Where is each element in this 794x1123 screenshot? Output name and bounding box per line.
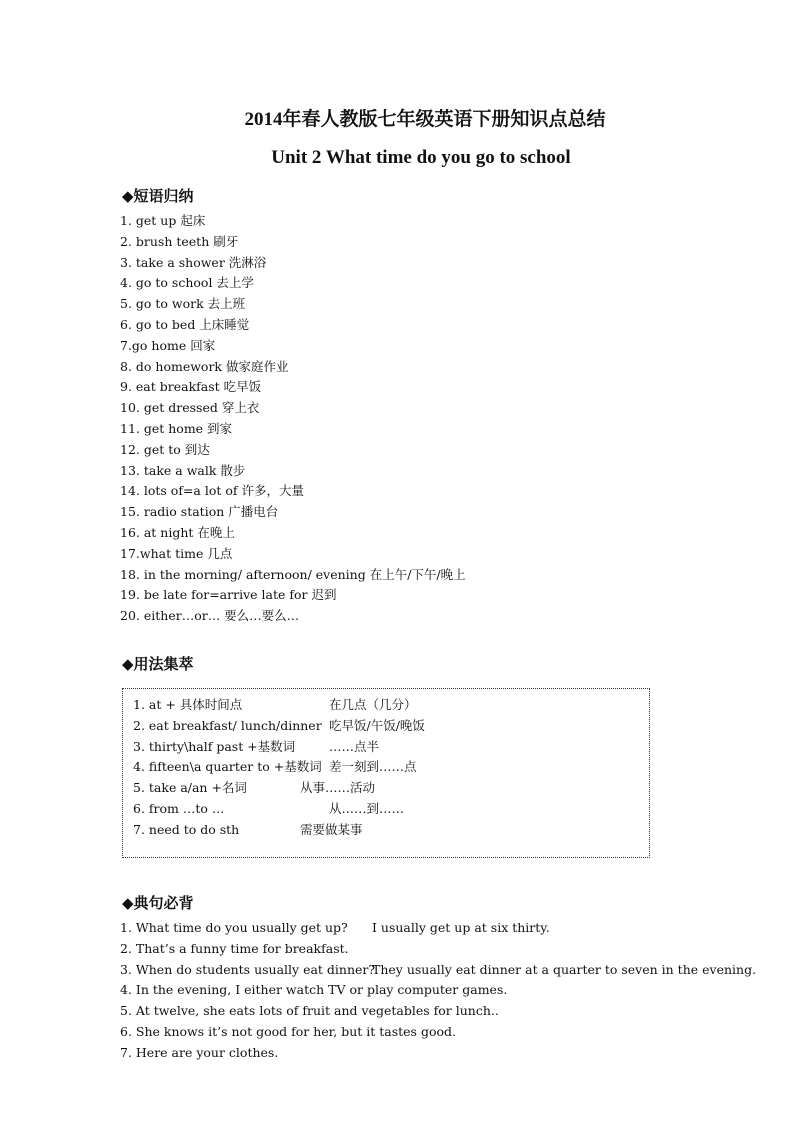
usage-item [133,737,380,758]
phrase-item: 6. go to bed 上床睡觉 [120,316,250,332]
sentence-item [120,960,757,981]
phrase-item: 13. take a walk 散步 [120,462,246,478]
sentence-item [120,1022,456,1043]
sentence-answer: They usually eat dinner at a quarter to seven in the evening. [372,962,757,977]
usage-cn: ……点半 [329,739,380,754]
unit-title: Unit 2 What time do you go to school [271,147,571,168]
usage-cn: 差一刻到……点 [329,759,417,774]
sentences-heading: ◆典句必背 [122,894,194,912]
phrase-item: 7.go home 回家 [120,337,216,353]
sentence-item [120,1001,499,1022]
phrase-item: 18. in the morning/ afternoon/ evening 在上午/下午/晚上 [120,566,466,582]
phrase-item: 14. lots of=a lot of 许多，大量 [120,483,304,499]
usage-cn: 从事……活动 [300,780,376,795]
sentence-item [120,918,550,939]
phrase-item: 4. go to school 去上学 [120,275,254,291]
phrase-item: 9. eat breakfast 吃早饭 [120,379,262,395]
usage-item [133,820,363,841]
phrase-item: 10. get dressed 穿上衣 [120,400,260,416]
phrase-item: 16. at night 在晚上 [120,524,235,540]
usage-item [133,757,417,778]
sentence-item [120,1043,278,1064]
usage-en: 5. take a/an +名词 [133,780,247,795]
sentence-question: 3. When do students usually eat dinner? [120,962,376,977]
usage-en: 6. from …to … [133,801,225,816]
usage-en: 2. eat breakfast/ lunch/dinner [133,718,322,733]
usage-cn: 需要做某事 [300,822,363,837]
usage-en: 7. need to do sth [133,822,240,837]
sentence-question: 1. What time do you usually get up? [120,920,348,935]
phrases-heading: ◆短语归纳 [122,187,194,205]
usage-cn: 吃早饭/午饭/晚饭 [329,718,425,733]
phrase-item: 17.what time 几点 [120,545,233,561]
sentence-item [120,980,507,1001]
sentence-answer: I usually get up at six thirty. [372,920,550,935]
usage-cn: 在几点（几分） [329,697,417,712]
phrase-item: 20. either…or… 要么…要么… [120,608,300,624]
usage-item [133,716,425,737]
usage-cn: 从……到…… [329,801,405,816]
sentence-item [120,939,349,960]
phrase-item: 19. be late for=arrive late for 迟到 [120,587,337,603]
document-title: 2014年春人教版七年级英语下册知识点总结 [244,109,606,130]
phrase-item: 5. go to work 去上班 [120,296,246,312]
usage-heading: ◆用法集萃 [122,655,194,673]
phrase-item: 15. radio station 广播电台 [120,504,279,520]
phrase-item: 8. do homework 做家庭作业 [120,358,289,374]
phrase-item: 12. get to 到达 [120,441,210,457]
sentence-question: 5. At twelve, she eats lots of fruit and vegetables for lunch.. [120,1003,499,1018]
phrase-item: 1. get up 起床 [120,213,206,228]
usage-item [133,695,417,716]
usage-item [133,799,405,820]
sentence-question: 2. That’s a funny time for breakfast. [120,941,349,956]
phrase-list [120,211,466,627]
phrase-item: 3. take a shower 洗淋浴 [120,254,267,270]
usage-en: 1. at + 具体时间点 [133,697,243,712]
sentence-question: 7. Here are your clothes. [120,1045,279,1060]
sentence-question: 4. In the evening, I either watch TV or play computer games. [120,982,508,997]
phrase-item: 2. brush teeth 刷牙 [120,233,239,249]
usage-item [133,778,376,799]
phrase-item: 11. get home 到家 [120,420,233,436]
sentence-question: 6. She knows it’s not good for her, but it tastes good. [120,1024,456,1039]
usage-en: 3. thirty\half past +基数词 [133,739,296,754]
usage-en: 4. fifteen\a quarter to +基数词 [133,759,322,774]
